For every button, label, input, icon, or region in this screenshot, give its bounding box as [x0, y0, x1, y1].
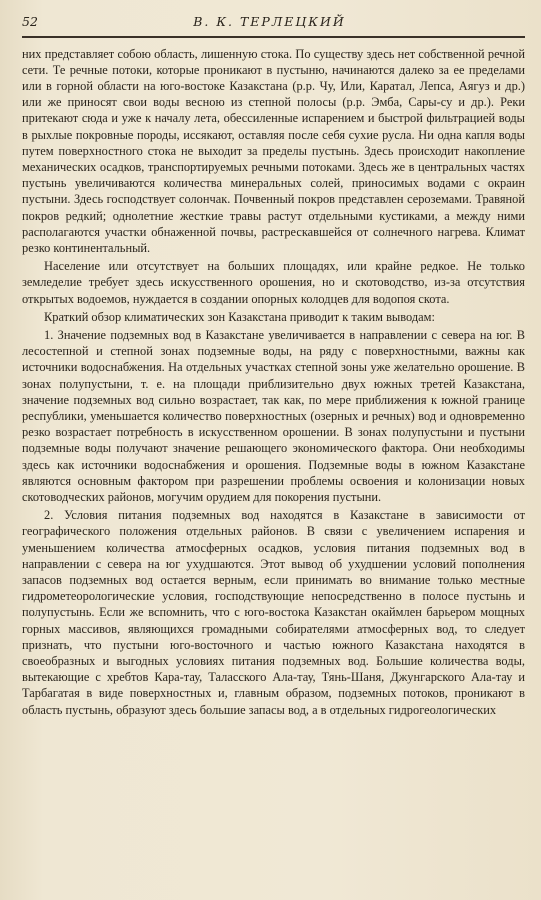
header-rule: [22, 36, 525, 38]
body-text: [22, 46, 525, 718]
paragraph-continued: них представляет собою область, лишенную стока. По существу здесь нет собственной речной сети. Те речные потоки, которые проникают в пустыню, начинаются далеко за ее пределами или в горной области на юго-востоке Казакстана (р.р. Чу, Или, Каратал, Лепса, Аягуз и др.) или же приносят свои воды весною из степной полосы (р.р. Эмба, Сары-су и др.). Реки притекают сюда и уже к началу лета, обессиленные испарением и быстрой фильтрацией воды в рыхлые покровные породы, иссякают, оставляя после себя сухие русла. Ни одна капля воды путем поверхностного стока не выходит за пределы пустынь. Здесь происходит накопление механических осадков, транспортируемых речными потоками. Здесь же в центральных частях пустынь увеличиваются количества минеральных солей, приносимых водами с окраин пустыни. Здесь господствует солончак. Почвенный покров представлен сероземами. Травяной покров редкий; однолетние жесткие травы растут отдельными кустиками, а между ними располагаются участки обнаженной почвы, растрескавшейся от солнечного нагрева. Климат резко континентальный.: [22, 46, 525, 255]
page-header: [22, 14, 525, 32]
paragraph-conclusion-2: 2. Условия питания подземных вод находятся в Казакстане в зависимости от географического положения отдельных районов. В связи с увеличением испарения и уменьшением количества атмосферных осадков, условия питания подземных вод в направлении с севера на юг ухудшаются. Этот вывод об ухудшении условий пополнения запасов подземных вод остается верным, если принимать во внимание только местные гидрометеорологические условия, господствующие непосредственно в полосе пустынь и полупустынь. Если же вспомнить, что с юго-востока Казакстан окаймлен барьером мощных горных массивов, являющихся громадными собирателями атмосферных вод, то следует признать, что пустыни юго-восточного и частью южного Казакстана находятся в своеобразных и выгодных условиях питания подземных вод. Большие количества воды, вытекающие с хребтов Кара-тау, Таласского Ала-тау, Тянь-Шаня, Джунгарского Ала-тау и Тарбагатая в виде поверхностных и, главным образом, подземных потоков, проникают в область пустынь, образуют здесь большие запасы вод, а в отдельных гидрогеологических: [22, 508, 525, 717]
page-number: 52: [22, 14, 38, 29]
paragraph-summary-intro: Краткий обзор климатических зон Казакстана приводит к таким выводам:: [44, 309, 435, 324]
paragraph-population: Население или отсутствует на больших площадях, или крайне редкое. Не только земледелие требует здесь искусственного орошения, но и скотоводство, из-за отсутствия открытых водоемов, нуждается в создании опорных колодцев для водопоя скота.: [22, 259, 525, 306]
paragraph-conclusion-1: 1. Значение подземных вод в Казакстане увеличивается в направлении с севера на юг. В лесостепной и степной зонах подземные воды, на ряду с поверхностными, важны как источники водоснабжения. На отдельных участках степной зоны уже желательно орошение. В зонах полупустыни, т. е. на площади приблизительно двух южных третей Казакстана, значение подземных вод сильно возрастает, так как, по мере приближения к южной границе республики, уменьшается количество поверхностных (озерных и речных) вод и одновременно резко возрастает потребность в искусственном орошении. В зонах полупустыни и пустыни подземные воды получают значение решающего экономического фактора. Они необходимы здесь как источники водоснабжения и орошения. Подземные воды в южном Казакстане являются основным фактором при разрешении проблемы освоения и колонизации новых скотоводческих районов, могучим орудием для покорения пустыни.: [22, 327, 525, 504]
running-head: В. К. ТЕРЛЕЦКИЙ: [193, 14, 346, 29]
